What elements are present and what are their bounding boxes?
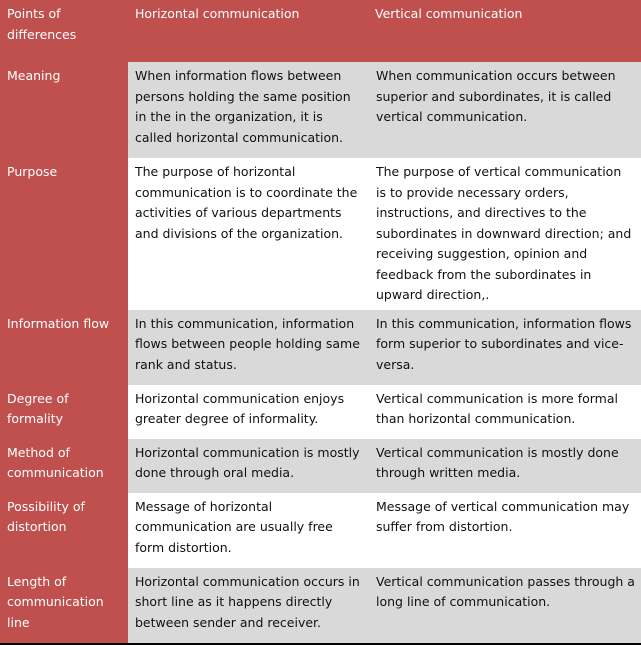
cell-vertical-method-of-communication: Vertical communication is mostly done through written media.: [368, 439, 641, 493]
cell-horizontal-information-flow: In this communication, information flows between people holding same rank and status.: [128, 310, 368, 385]
row-label-information-flow: Information flow: [0, 310, 128, 385]
table-row-method-of-communication: [0, 439, 641, 493]
row-label-method-of-communication: Method of communication: [0, 439, 128, 493]
table-header-row: [0, 0, 641, 62]
row-label-degree-of-formality: Degree of formality: [0, 385, 128, 439]
header-horizontal-communication: Horizontal communication: [128, 0, 368, 62]
table-row-degree-of-formality: [0, 385, 641, 439]
row-label-purpose: Purpose: [0, 158, 128, 310]
cell-horizontal-purpose: The purpose of horizontal communication is to coordinate the activities of various departments and divisions of the organization.: [128, 158, 368, 310]
cell-vertical-possibility-of-distortion: Message of vertical communication may suffer from distortion.: [368, 493, 641, 568]
cell-vertical-meaning: When communication occurs between superior and subordinates, it is called vertical communication.: [368, 62, 641, 158]
row-label-meaning: Meaning: [0, 62, 128, 158]
cell-vertical-purpose: The purpose of vertical communication is to provide necessary orders, instructions, and directives to the subordinates in downward direction; and receiving suggestion, opinion and feedback from the subordinates in upward direction,.: [368, 158, 641, 310]
cell-vertical-degree-of-formality: Vertical communication is more formal than horizontal communication.: [368, 385, 641, 439]
table-row-meaning: [0, 62, 641, 158]
table-row-purpose: [0, 158, 641, 310]
cell-horizontal-method-of-communication: Horizontal communication is mostly done through oral media.: [128, 439, 368, 493]
table-row-possibility-of-distortion: [0, 493, 641, 568]
cell-vertical-length-of-communication-line: Vertical communication passes through a long line of communication.: [368, 568, 641, 644]
cell-horizontal-length-of-communication-line: Horizontal communication occurs in short line as it happens directly between sender and receiver.: [128, 568, 368, 644]
cell-horizontal-possibility-of-distortion: Message of horizontal communication are usually free form distortion.: [128, 493, 368, 568]
header-vertical-communication: Vertical communication: [368, 0, 641, 62]
cell-horizontal-meaning: When information flows between persons holding the same position in the in the organization, it is called horizontal communication.: [128, 62, 368, 158]
table-row-information-flow: [0, 310, 641, 385]
header-points-of-differences: Points of differences: [0, 0, 128, 62]
cell-vertical-information-flow: In this communication, information flows form superior to subordinates and vice-versa.: [368, 310, 641, 385]
cell-horizontal-degree-of-formality: Horizontal communication enjoys greater degree of informality.: [128, 385, 368, 439]
row-label-possibility-of-distortion: Possibility of distortion: [0, 493, 128, 568]
row-label-length-of-communication-line: Length of communication line: [0, 568, 128, 644]
table-row-length-of-communication-line: [0, 568, 641, 644]
